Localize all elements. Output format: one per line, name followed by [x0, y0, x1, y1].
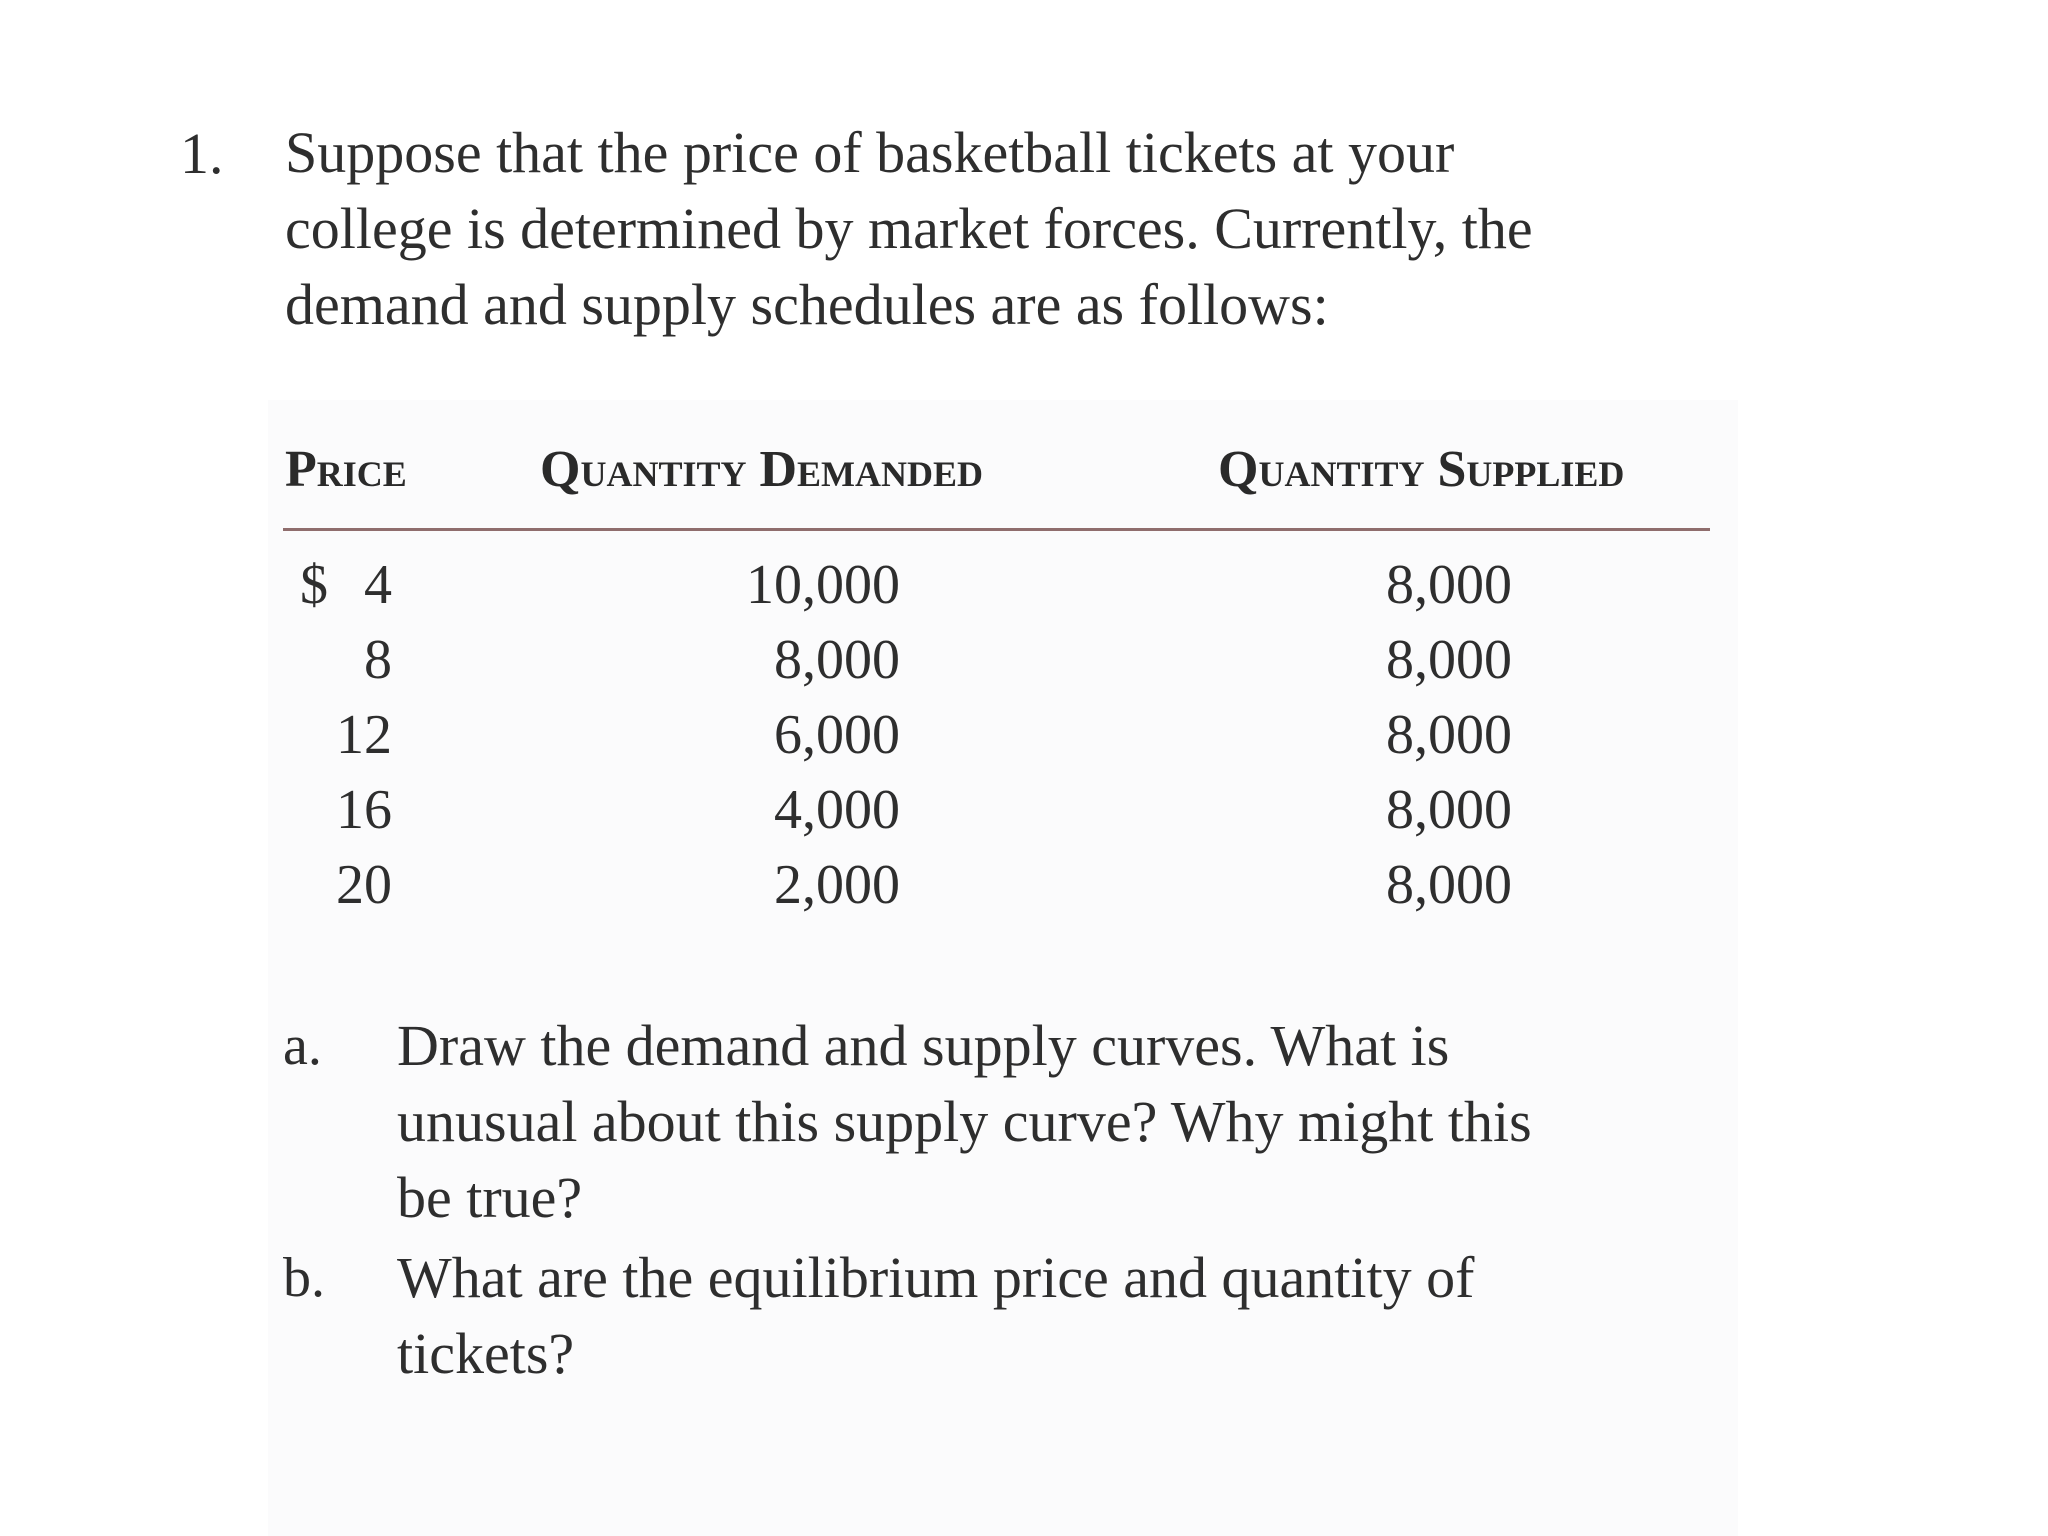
question-stem	[285, 115, 1685, 343]
table-cell-price: 16	[336, 779, 392, 841]
currency-symbol: $	[300, 554, 328, 616]
question-number: 1.	[180, 121, 224, 186]
table-cell-quantity-demanded: 8,000	[774, 629, 900, 691]
price-value: 4	[364, 554, 392, 616]
sub-question-line: be true?	[397, 1165, 583, 1230]
table-cell-price: 20	[336, 854, 392, 916]
quantity-supplied-column	[1330, 548, 1512, 923]
sub-question-line: Draw the demand and supply curves. What is	[397, 1013, 1450, 1078]
table-header-rule	[283, 528, 1710, 531]
sub-question-line: tickets?	[397, 1321, 575, 1386]
table-cell-quantity-supplied: 8,000	[1386, 704, 1512, 766]
sub-question-line: What are the equilibrium price and quantity of	[397, 1245, 1475, 1310]
table-cell-quantity-supplied: 8,000	[1386, 629, 1512, 691]
table-cell-quantity-demanded: 2,000	[774, 854, 900, 916]
table-cell-quantity-supplied: 8,000	[1386, 779, 1512, 841]
table-cell-price	[300, 548, 392, 623]
sub-question-line: unusual about this supply curve? Why might this	[397, 1089, 1532, 1154]
table-cell-price: 8	[364, 629, 392, 691]
table-header-price: Price	[285, 441, 407, 498]
table-cell-quantity-demanded: 4,000	[774, 779, 900, 841]
table-cell-price: 12	[336, 704, 392, 766]
table-cell-quantity-demanded: 10,000	[746, 554, 900, 616]
table-cell-quantity-demanded: 6,000	[774, 704, 900, 766]
table-header-quantity-demanded: Quantity Demanded	[540, 441, 984, 498]
question-stem-line: Suppose that the price of basketball tickets at your	[285, 120, 1455, 185]
price-column	[300, 548, 392, 923]
question-stem-line: college is determined by market forces. Currently, the	[285, 196, 1533, 261]
sub-question-b-letter: b.	[283, 1247, 325, 1309]
table-cell-quantity-supplied: 8,000	[1386, 554, 1512, 616]
question-stem-line: demand and supply schedules are as follows:	[285, 272, 1329, 337]
table-cell-quantity-supplied: 8,000	[1386, 854, 1512, 916]
sub-question-b-text	[397, 1240, 1697, 1392]
sub-question-a-text	[397, 1008, 1697, 1236]
quantity-demanded-column	[720, 548, 900, 923]
sub-question-a-letter: a.	[283, 1015, 322, 1077]
table-header-quantity-supplied: Quantity Supplied	[1218, 441, 1625, 498]
